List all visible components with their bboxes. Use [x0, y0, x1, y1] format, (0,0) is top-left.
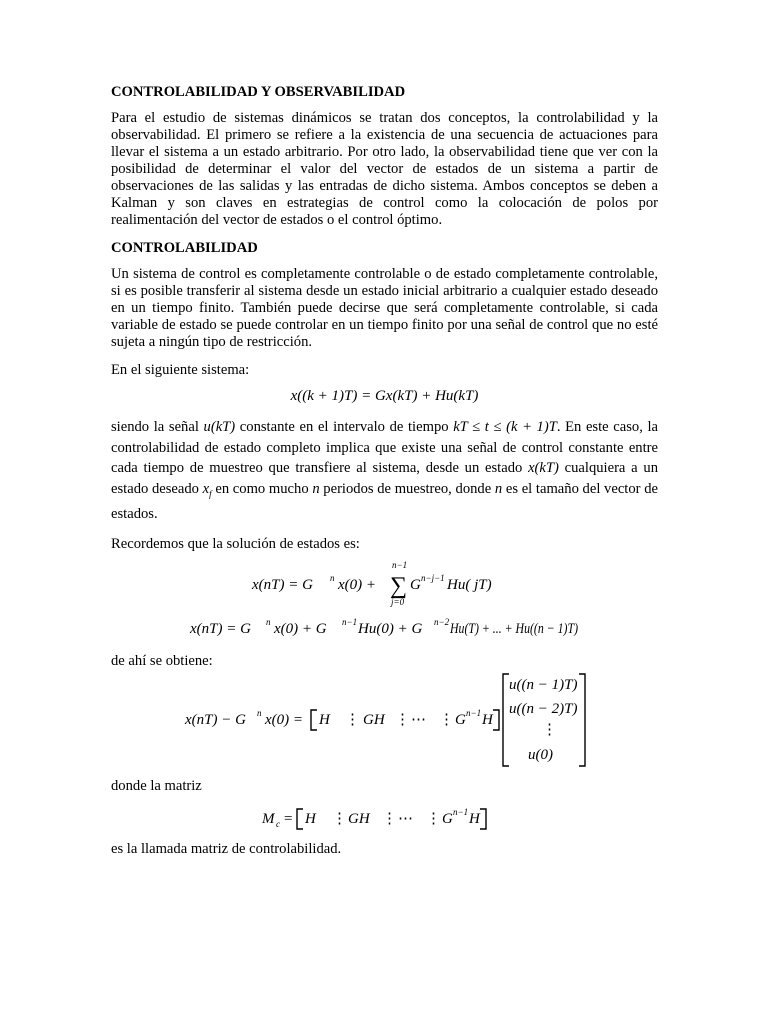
eq3-s2: n−1	[341, 617, 357, 628]
eq4-lhs: x(nT) − G	[184, 712, 246, 729]
mc-dots: ⋯	[397, 811, 413, 828]
math-f-sub: f	[209, 488, 212, 499]
eq2-sup2: n−j−1	[420, 573, 445, 584]
math-xf	[203, 481, 212, 497]
eq2-sum-top: n−1	[391, 560, 407, 571]
math-interval: kT ≤ t ≤ (k + 1)T	[453, 419, 557, 435]
equation-state	[111, 383, 658, 409]
vec-vdots: ⋮	[541, 722, 557, 739]
eq2-lhs: x(nT) = G	[251, 577, 313, 594]
vec-item: u((n − 2)T)	[508, 701, 577, 718]
eq3-b: x(0) + G	[273, 621, 327, 638]
mc-bracket-right	[480, 809, 486, 829]
row-bracket-right	[493, 710, 499, 730]
vec-bracket-right	[579, 674, 585, 766]
equation-controllability-matrix	[111, 801, 658, 833]
eq2-rhs: Hu( jT)	[446, 577, 492, 594]
mc-bracket-left	[297, 809, 303, 829]
text-span: periodos de muestreo, donde	[323, 480, 492, 497]
row-item-h2: H	[481, 712, 493, 729]
eq3-a: x(nT) = G	[189, 621, 251, 638]
equation-matrix-svg	[185, 672, 585, 768]
row-bracket-left	[311, 710, 317, 730]
document-title: CONTROLABILIDAD Y OBSERVABILIDAD	[111, 84, 406, 100]
row-item-gh: GH	[362, 712, 385, 729]
eq5-sub: c	[275, 819, 280, 830]
eq3-c: Hu(0) + G	[357, 621, 422, 638]
mc-item-g: G	[441, 811, 453, 828]
mc-item-g-sup: n−1	[452, 807, 468, 818]
mc-sep: ⋮	[381, 811, 397, 828]
signal-paragraph	[111, 417, 658, 524]
eq3-s1: n	[265, 617, 270, 628]
equation-matrix	[111, 672, 658, 768]
mc-item-h2: H	[468, 811, 480, 828]
eq2-mid: x(0) +	[337, 577, 376, 594]
mc-item-h: H	[304, 811, 316, 828]
math-n: n	[494, 480, 503, 497]
recall-paragraph: Recordemos que la solución de estados es:	[111, 536, 360, 553]
obtain-paragraph: de ahí se obtiene:	[111, 653, 213, 670]
text-span: . En este caso, la controlabilidad de estado completo implica que existe una señal de control constante entre cada tiempo de muestreo que transfiere al sistema, desde un estado	[111, 419, 659, 476]
system-intro: En el siguiente sistema:	[111, 362, 250, 378]
text-span: constante en el intervalo de tiempo	[239, 419, 449, 435]
document-page	[111, 84, 658, 869]
equation-expansion	[111, 609, 658, 643]
section-heading: CONTROLABILIDAD	[111, 240, 258, 256]
closing-paragraph: es la llamada matriz de controlabilidad.	[111, 841, 342, 858]
eq2-g: G	[409, 577, 421, 594]
eq5-m: M	[261, 811, 274, 828]
equation-solution-svg	[250, 559, 520, 607]
equation-solution	[111, 559, 658, 607]
mc-item-gh: GH	[347, 811, 370, 828]
eq4-lhs2: x(0) =	[264, 712, 303, 729]
row-sep: ⋮	[344, 712, 360, 729]
vec-item: u(0)	[527, 747, 553, 764]
row-dots: ⋯	[410, 712, 426, 729]
eq2-sup1: n	[329, 573, 334, 584]
text-span: cualquiera a un estado deseado	[111, 460, 658, 497]
text-span: en como mucho	[215, 480, 309, 497]
text-span: es el tamaño del vector de estados.	[111, 480, 658, 522]
vec-item: u((n − 1)T)	[508, 677, 577, 694]
row-item-h: H	[318, 712, 330, 729]
intro-paragraph: Para el estudio de sistemas dinámicos se tratan dos conceptos, la controlabilidad y la observabilidad. El primero se refiere a la existencia de una secuencia de actuaciones para llevar el sistema a un estado arbitrario. Por otro lado, la observabilidad tiene que ver con la posibilidad de determinar el valor del vector de estados de un sistema a partir de observaciones de las salidas y las entradas de dicho sistema. Ambos conceptos se deben a Kalman y son claves en estrategias de control como la colocación de polos por realimentación del vector de estados o el control óptimo.	[111, 110, 658, 228]
eq3-d: Hu(T) + ... + Hu((n − 1)T)	[448, 621, 578, 638]
eq5-eq: =	[283, 811, 292, 828]
mc-sep: ⋮	[331, 811, 347, 828]
eq2-sum-bottom: j=0	[390, 597, 404, 608]
equation-expansion-svg	[190, 611, 580, 641]
row-sep: ⋮	[394, 712, 410, 729]
matrix-intro: donde la matriz	[111, 778, 202, 795]
math-u-kt: u(kT)	[203, 419, 236, 435]
row-item-g: G	[454, 712, 466, 729]
eq4-sup: n	[256, 708, 261, 719]
text-span: siendo la señal	[111, 419, 199, 435]
equation-state-text: x((k + 1)T) = Gx(kT) + Hu(kT)	[290, 387, 479, 404]
math-x: x	[202, 480, 210, 497]
sum-symbol: ∑	[389, 573, 407, 600]
mc-sep: ⋮	[425, 811, 441, 828]
math-x-kt: x(kT)	[528, 460, 559, 476]
eq3-s3: n−2	[433, 617, 449, 628]
row-sep: ⋮	[438, 712, 454, 729]
row-item-g-sup: n−1	[465, 708, 481, 719]
equation-mc-svg	[260, 802, 510, 832]
math-n: n	[312, 480, 320, 497]
definition-paragraph: Un sistema de control es completamente controlable o de estado completamente controlable, si es posible transferir al sistema desde un estado inicial arbitrario a cualquier estado deseado en un tiempo finito. También puede decirse que será completamente controlable, si cada variable de estado se puede controlar en un tiempo finito por una señal de control que no esté sujeta a ningún tipo de restricción.	[111, 266, 658, 350]
